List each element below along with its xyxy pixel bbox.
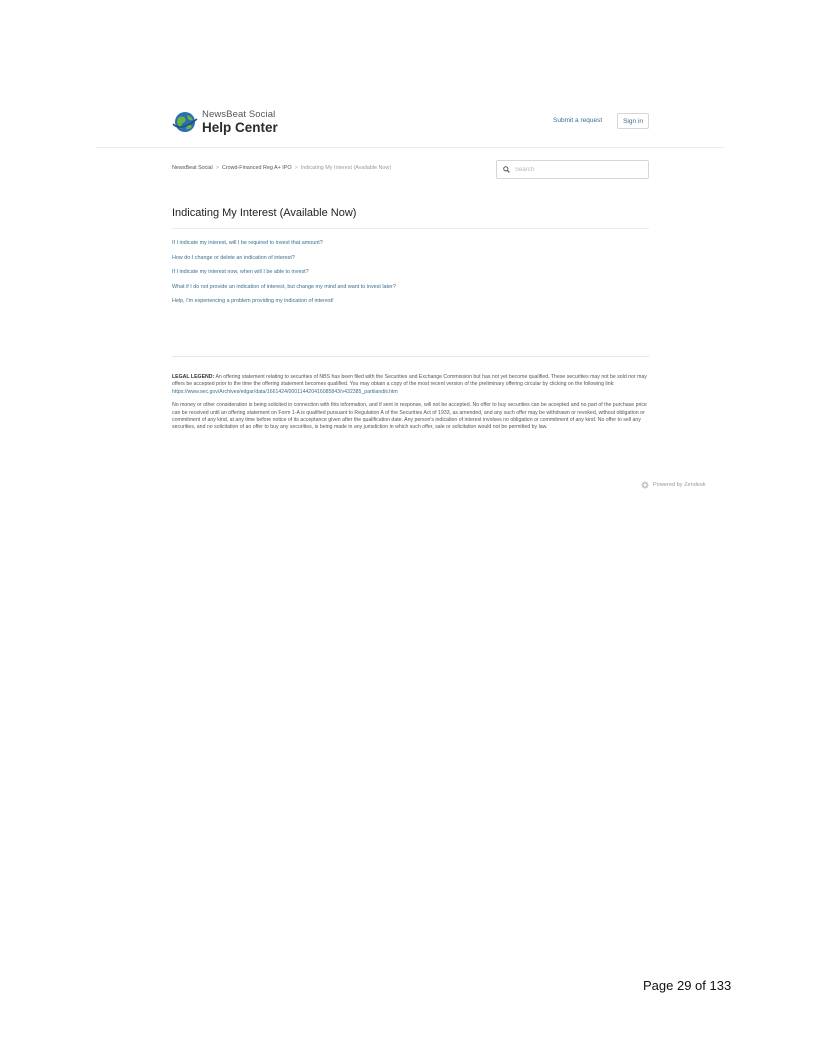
article-link[interactable]: Help, I'm experiencing a problem providing my indication of interest! [172, 298, 334, 304]
search-box[interactable] [496, 160, 649, 179]
title-divider [172, 228, 649, 229]
search-icon [503, 166, 510, 173]
powered-by-text: Powered by Zendesk [653, 482, 706, 488]
page-number: Page 29 of 133 [643, 978, 732, 993]
breadcrumb [172, 165, 391, 171]
breadcrumb-item-category[interactable]: Crowd-Financed Reg A+ IPO [221, 165, 292, 171]
offering-circular-link[interactable]: https://www.sec.gov/Archives/edgar/data/1661424/000114420416085843/v432385_partiiandiii.htm [172, 388, 398, 395]
search-input[interactable] [515, 167, 635, 173]
legal-text: An offering statement relating to securities of NBS has been filed with the Securities and Exchange Commission but has not yet become qualified. These securities may not be sold nor may offers be accepted prior to the time the offering statement becomes qualified. You may obtain a copy of the most recent version of the preliminary offering circular by clicking on the following link: [172, 374, 647, 388]
page-title: Indicating My Interest (Available Now) [172, 207, 357, 219]
article-list [172, 239, 396, 312]
legal-paragraph [172, 374, 649, 396]
globe-logo-icon [172, 110, 198, 134]
breadcrumb-separator: > [294, 165, 298, 171]
help-center-logo[interactable] [172, 110, 278, 134]
header-divider [96, 147, 724, 148]
legal-legend [172, 374, 649, 438]
article-link[interactable]: If I indicate my interest now, when will I be able to invest? [172, 269, 309, 275]
article-link[interactable]: What if I do not provide an indication of interest, but change my mind and want to invest later? [172, 283, 396, 290]
article-link[interactable]: If I indicate my interest, will I be required to invest that amount? [172, 240, 323, 246]
breadcrumb-item-home[interactable]: NewsBeat Social [172, 165, 213, 171]
logo-text [202, 110, 278, 134]
legal-heading: LEGAL LEGEND: [172, 374, 215, 380]
logo-help-center: Help Center [202, 119, 278, 135]
sign-in-button[interactable]: Sign in [617, 113, 649, 129]
breadcrumb-item-current: Indicating My Interest (Available Now) [300, 165, 392, 171]
article-link[interactable]: How do I change or delete an indication of interest? [172, 254, 295, 261]
logo-brand-name: NewsBeat Social [202, 109, 276, 120]
submit-request-link[interactable]: Submit a request [553, 117, 603, 124]
zendesk-gear-icon [641, 481, 649, 489]
breadcrumb-separator: > [215, 165, 219, 171]
help-center-screenshot [96, 104, 724, 488]
site-header [96, 104, 724, 144]
footer-divider [172, 356, 649, 357]
powered-by-zendesk[interactable] [641, 481, 706, 489]
disclaimer-paragraph: No money or other consideration is being solicited in connection with this information, and if sent in response, will not be accepted. No offer to buy securities can be accepted and no part of the purchase price can be received until an offering statement on Form 1-A is qualified pursuant to Regulation A of the Securities Act of 1933, as amended, and any such offer may be withdrawn or revoked, without obligation or commitment of any kind, at any time before notice of its acceptance given after the qualification date. Any person's indication of interest involves no obligation or commitment of any kind. No offer to sell any securities, and no solicitation of an offer to buy any securities, is being made in any jurisdiction in which such offer, sale or solicitation would not be permitted by law. [172, 402, 647, 431]
